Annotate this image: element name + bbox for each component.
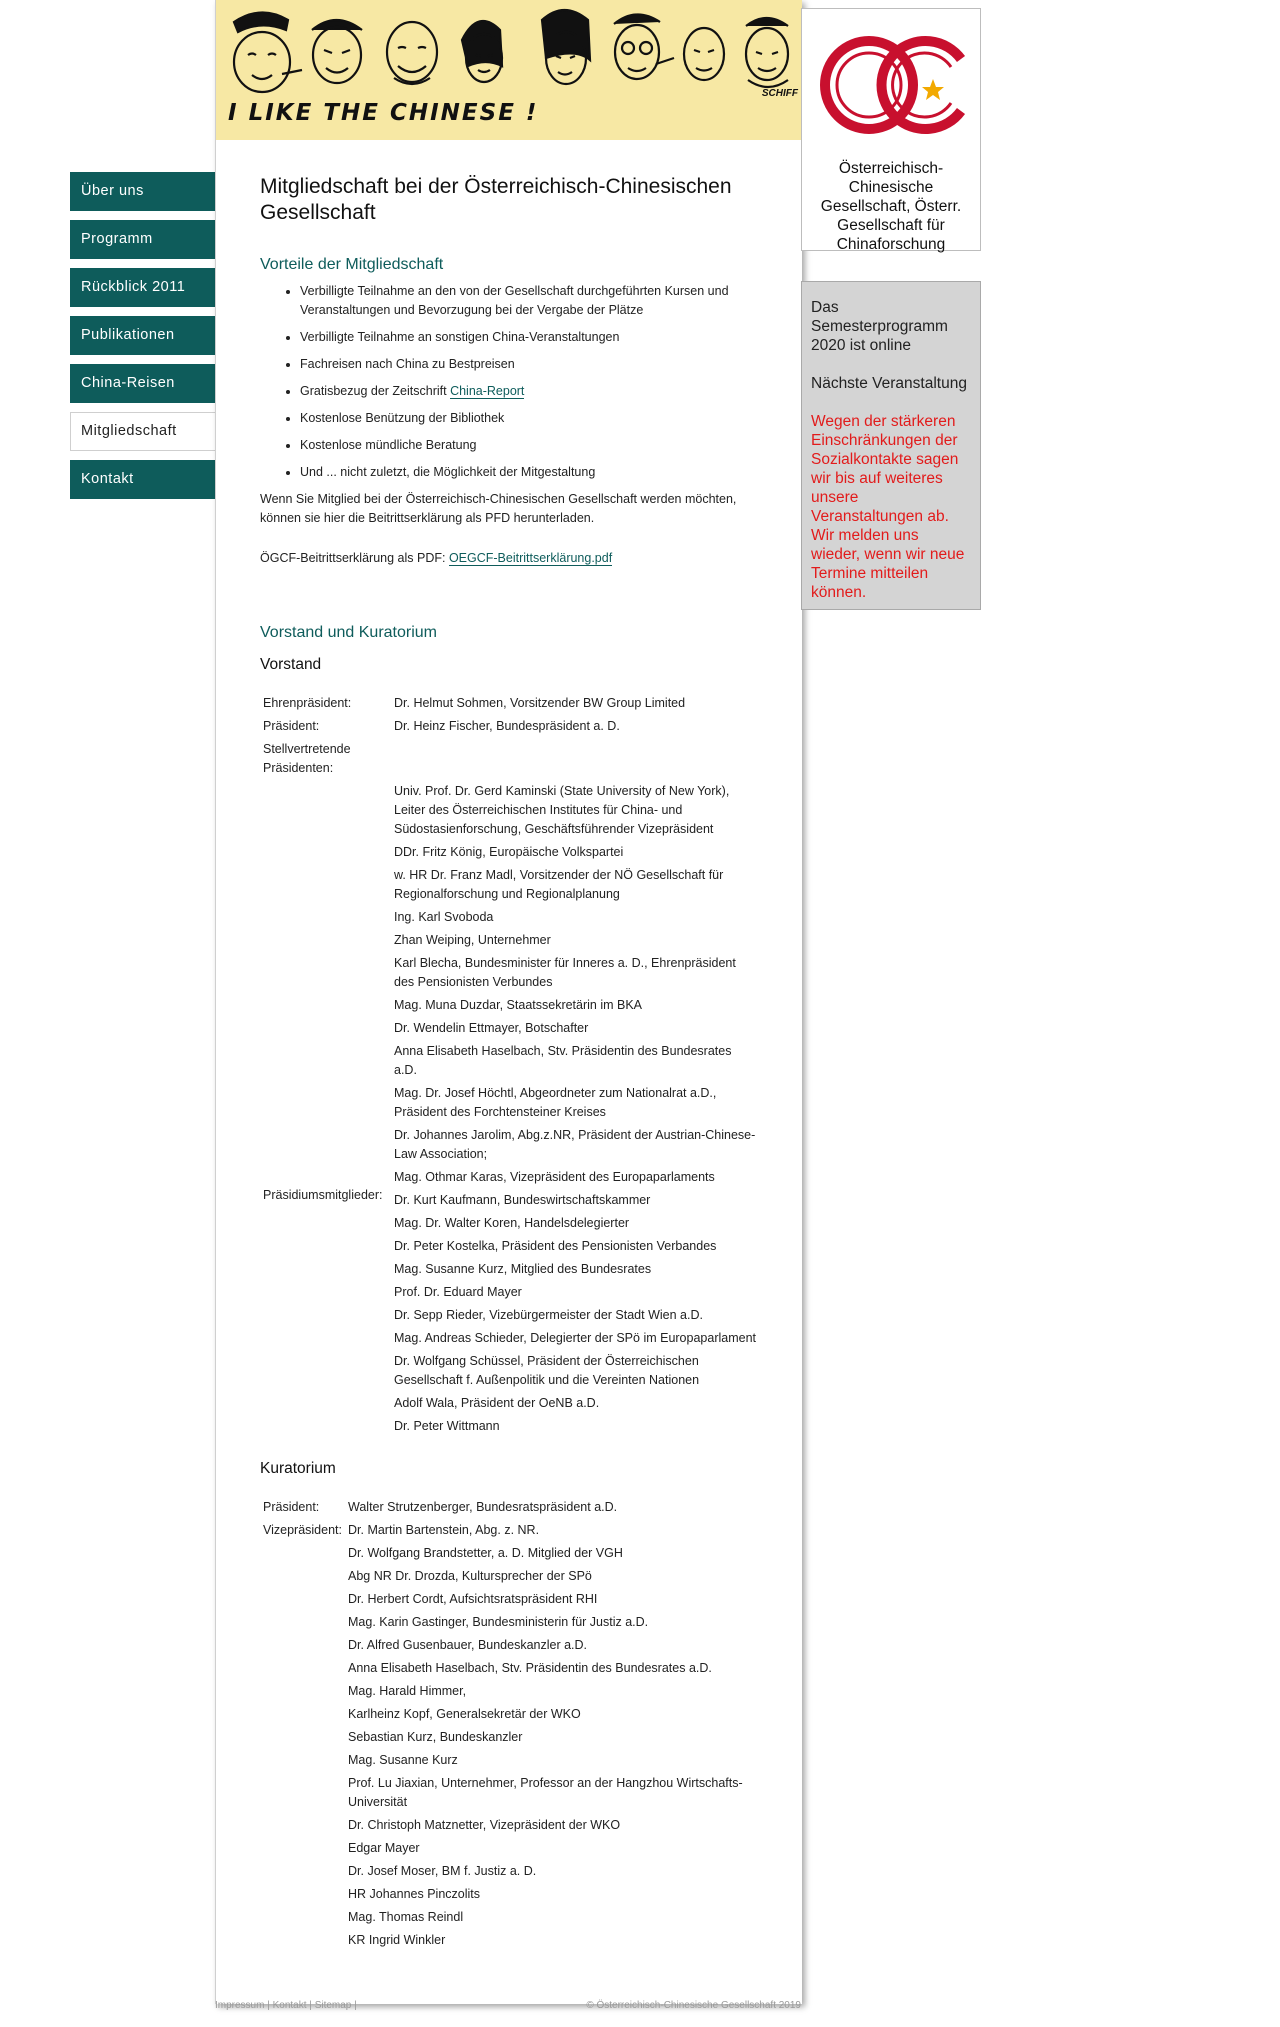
banner-signature: SCHIFF — [761, 88, 798, 99]
row-value: Abg NR Dr. Drozda, Kultursprecher der SPö — [348, 1569, 592, 1583]
page-content — [260, 174, 760, 1952]
row-label: Präsidiumsmitglieder: — [263, 1187, 383, 1202]
footer-copyright: © Österreichisch-Chinesische Gesellschaft 2019 — [586, 2000, 801, 2011]
footer-link-impressum[interactable]: Impressum — [215, 2000, 265, 2011]
table-row — [260, 1565, 760, 1588]
membership-intro: Wenn Sie Mitglied bei der Österreichisch-Chinesischen Gesellschaft werden möchten, können sie hier die Beitrittserklärung als PFD herunterladen. — [260, 492, 737, 525]
row-value: KR Ingrid Winkler — [348, 1933, 446, 1947]
nav-item-publikationen[interactable]: Publikationen — [70, 316, 216, 355]
china-report-link[interactable]: China-Report — [450, 384, 525, 398]
row-label: Präsident: — [263, 1500, 320, 1514]
row-value: Zhan Weiping, Unternehmer — [394, 933, 551, 947]
row-value: Dr. Martin Bartenstein, Abg. z. NR. — [348, 1523, 540, 1537]
row-value: Ing. Karl Svoboda — [394, 910, 494, 924]
row-value: DDr. Fritz König, Europäische Volkspartei — [394, 845, 624, 859]
table-row — [260, 1814, 760, 1837]
table-row — [260, 1906, 760, 1929]
table-row — [260, 780, 760, 841]
benefit-item: • Kostenlose mündliche Beratung — [300, 436, 760, 455]
benefit-item — [300, 382, 760, 401]
row-value: Dr. Johannes Jarolim, Abg.z.NR, Präsident der Austrian-Chinese-Law Association; — [394, 1128, 756, 1161]
table-row — [260, 929, 760, 952]
table-row — [260, 1883, 760, 1906]
table-row — [260, 1657, 760, 1680]
benefits-heading: Vorteile der Mitgliedschaft — [260, 256, 444, 273]
footer-links: Impressum | Kontakt | Sitemap | — [215, 2000, 357, 2011]
main-nav — [70, 172, 216, 508]
row-value: Dr. Kurt Kaufmann, Bundeswirtschaftskammer — [394, 1193, 651, 1207]
row-value: Dr. Wolfgang Schüssel, Präsident der Österreichischen Gesellschaft f. Außenpolitik und die Vereinten Nationen — [394, 1354, 700, 1387]
table-row — [260, 1772, 760, 1814]
row-label: Ehrenpräsident: — [263, 696, 352, 710]
row-value: Mag. Andreas Schieder, Delegierter der SPö im Europaparlament — [394, 1331, 756, 1345]
table-row — [260, 738, 760, 780]
vorstand-heading: Vorstand — [260, 656, 322, 673]
row-value: Karl Blecha, Bundesminister für Inneres a. D., Ehrenpräsident des Pensionisten Verbundes — [394, 956, 736, 989]
nav-item-kontakt[interactable]: Kontakt — [70, 460, 216, 499]
benefits-list — [260, 282, 760, 482]
society-logo-icon — [811, 19, 971, 149]
row-value: Mag. Susanne Kurz — [348, 1753, 458, 1767]
vorstand-table — [260, 692, 760, 1438]
table-row — [260, 1542, 760, 1565]
news-warning: Wegen der stärkeren Einschränkungen der Sozialkontakte sagen wir bis auf weiteres unsere Veranstaltungen ab. Wir melden uns wieder, wenn wir neue Termine mitteilen können. — [811, 413, 965, 601]
pdf-label: ÖGCF-Beitrittserklärung als PDF: — [260, 551, 449, 565]
org-name: Österreichisch-Chinesische Gesellschaft, Österr. Gesellschaft für Chinaforschung — [820, 160, 962, 253]
row-value: Karlheinz Kopf, Generalsekretär der WKO — [348, 1707, 581, 1721]
board-heading: Vorstand und Kuratorium — [260, 624, 437, 641]
logo-box — [801, 8, 981, 251]
benefit-item: • Verbilligte Teilnahme an den von der Gesellschaft durchgeführten Kursen und Veranstaltungen und Bevorzugung bei der Vergabe der Plätze — [300, 282, 760, 320]
benefit-item: • Fachreisen nach China zu Bestpreisen — [300, 355, 760, 374]
table-row — [260, 841, 760, 864]
row-value: Dr. Alfred Gusenbauer, Bundeskanzler a.D. — [348, 1638, 588, 1652]
pdf-download-link[interactable]: OEGCF-Beitrittserklärung.pdf — [448, 551, 613, 565]
row-value: Mag. Othmar Karas, Vizepräsident des Europaparlaments — [394, 1170, 715, 1184]
table-row — [260, 715, 760, 738]
table-row — [260, 1703, 760, 1726]
row-value: Mag. Karin Gastinger, Bundesministerin für Justiz a.D. — [348, 1615, 649, 1629]
row-label: Stellvertretende Präsidenten: — [263, 742, 351, 775]
table-row — [260, 1611, 760, 1634]
table-row — [260, 1929, 760, 1952]
nav-item-mitgliedschaft[interactable]: Mitgliedschaft — [70, 412, 216, 451]
row-value: Mag. Susanne Kurz, Mitglied des Bundesrates — [394, 1262, 652, 1276]
table-row — [260, 864, 760, 906]
row-label: Präsident: — [263, 719, 320, 733]
row-value: Dr. Peter Wittmann — [394, 1419, 500, 1433]
row-value: Dr. Heinz Fischer, Bundespräsident a. D. — [394, 719, 620, 733]
nav-item-ueber-uns[interactable]: Über uns — [70, 172, 216, 211]
row-value: Dr. Sepp Rieder, Vizebürgermeister der Stadt Wien a.D. — [394, 1308, 703, 1322]
table-row — [260, 1680, 760, 1703]
footer-link-kontakt[interactable]: Kontakt — [272, 2000, 307, 2011]
row-value: Prof. Lu Jiaxian, Unternehmer, Professor an der Hangzhou Wirtschafts-Universität — [348, 1776, 743, 1809]
footer-link-sitemap[interactable]: Sitemap — [314, 2000, 352, 2011]
row-value: Dr. Peter Kostelka, Präsident des Pensionisten Verbandes — [394, 1239, 717, 1253]
row-value: Univ. Prof. Dr. Gerd Kaminski (State University of New York), Leiter des Österreichischen Institutes für China- und Südostasienforschung, Geschäftsführender Vizepräsident — [394, 784, 730, 836]
row-value: Anna Elisabeth Haselbach, Stv. Präsidentin des Bundesrates a.D. — [348, 1661, 712, 1675]
row-value: Sebastian Kurz, Bundeskanzler — [348, 1730, 523, 1744]
news-next-event[interactable]: Nächste Veranstaltung — [811, 375, 967, 392]
table-row — [260, 1519, 760, 1542]
news-box — [801, 281, 981, 610]
table-row — [260, 1726, 760, 1749]
row-value: Walter Strutzenberger, Bundesratspräsident a.D. — [348, 1500, 618, 1514]
row-value: Edgar Mayer — [348, 1841, 420, 1855]
row-value: Anna Elisabeth Haselbach, Stv. Präsidentin des Bundesrates a.D. — [394, 1044, 732, 1077]
table-row — [260, 952, 760, 994]
table-row — [260, 1837, 760, 1860]
row-value: Mag. Muna Duzdar, Staatssekretärin im BKA — [394, 998, 643, 1012]
benefit-item: • Und ... nicht zuletzt, die Möglichkeit der Mitgestaltung — [300, 463, 760, 482]
row-value: HR Johannes Pinczolits — [348, 1887, 481, 1901]
header-banner — [216, 0, 802, 140]
page-title: Mitgliedschaft bei der Österreichisch-Chinesischen Gesellschaft — [260, 175, 732, 224]
row-value: Adolf Wala, Präsident der OeNB a.D. — [394, 1396, 600, 1410]
nav-item-china-reisen[interactable]: China-Reisen — [70, 364, 216, 403]
kuratorium-heading: Kuratorium — [260, 1460, 336, 1477]
table-row — [260, 1588, 760, 1611]
row-value: Dr. Christoph Matznetter, Vizepräsident der WKO — [348, 1818, 621, 1832]
row-value: Mag. Dr. Walter Koren, Handelsdelegierter — [394, 1216, 630, 1230]
kuratorium-table — [260, 1496, 760, 1952]
benefit-item: • Kostenlose Benützung der Bibliothek — [300, 409, 760, 428]
banner-slogan: I LIKE THE CHINESE ! — [228, 100, 539, 126]
benefit-magazine-text: Gratisbezug der Zeitschrift — [300, 384, 451, 398]
row-value: Dr. Wolfgang Brandstetter, a. D. Mitglied der VGH — [348, 1546, 623, 1560]
row-value: Mag. Thomas Reindl — [348, 1910, 464, 1924]
row-value: Mag. Harald Himmer, — [348, 1684, 467, 1698]
news-semesterprogramm[interactable]: Das Semesterprogramm 2020 ist online — [811, 299, 948, 354]
table-row — [260, 1749, 760, 1772]
row-value: Mag. Dr. Josef Höchtl, Abgeordneter zum Nationalrat a.D., Präsident des Forchtensteiner Kreises — [394, 1086, 717, 1119]
nav-item-rueckblick[interactable]: Rückblick 2011 — [70, 268, 216, 307]
main-column — [215, 0, 802, 2004]
row-value: Prof. Dr. Eduard Mayer — [394, 1285, 522, 1299]
pdf-download-line — [260, 549, 760, 568]
row-value: Dr. Helmut Sohmen, Vorsitzender BW Group Limited — [394, 696, 686, 710]
table-row — [260, 1860, 760, 1883]
table-row — [260, 1634, 760, 1657]
row-value: Dr. Herbert Cordt, Aufsichtsratspräsident RHI — [348, 1592, 598, 1606]
row-value: Dr. Josef Moser, BM f. Justiz a. D. — [348, 1864, 537, 1878]
row-value: w. HR Dr. Franz Madl, Vorsitzender der NÖ Gesellschaft für Regionalforschung und Regionalplanung — [394, 868, 724, 901]
row-value: Dr. Wendelin Ettmayer, Botschafter — [394, 1021, 589, 1035]
table-row — [260, 692, 760, 715]
table-row — [260, 1496, 760, 1519]
benefit-item: • Verbilligte Teilnahme an sonstigen China-Veranstaltungen — [300, 328, 760, 347]
table-row — [260, 906, 760, 929]
row-label: Vizepräsident: — [263, 1523, 342, 1537]
nav-item-programm[interactable]: Programm — [70, 220, 216, 259]
